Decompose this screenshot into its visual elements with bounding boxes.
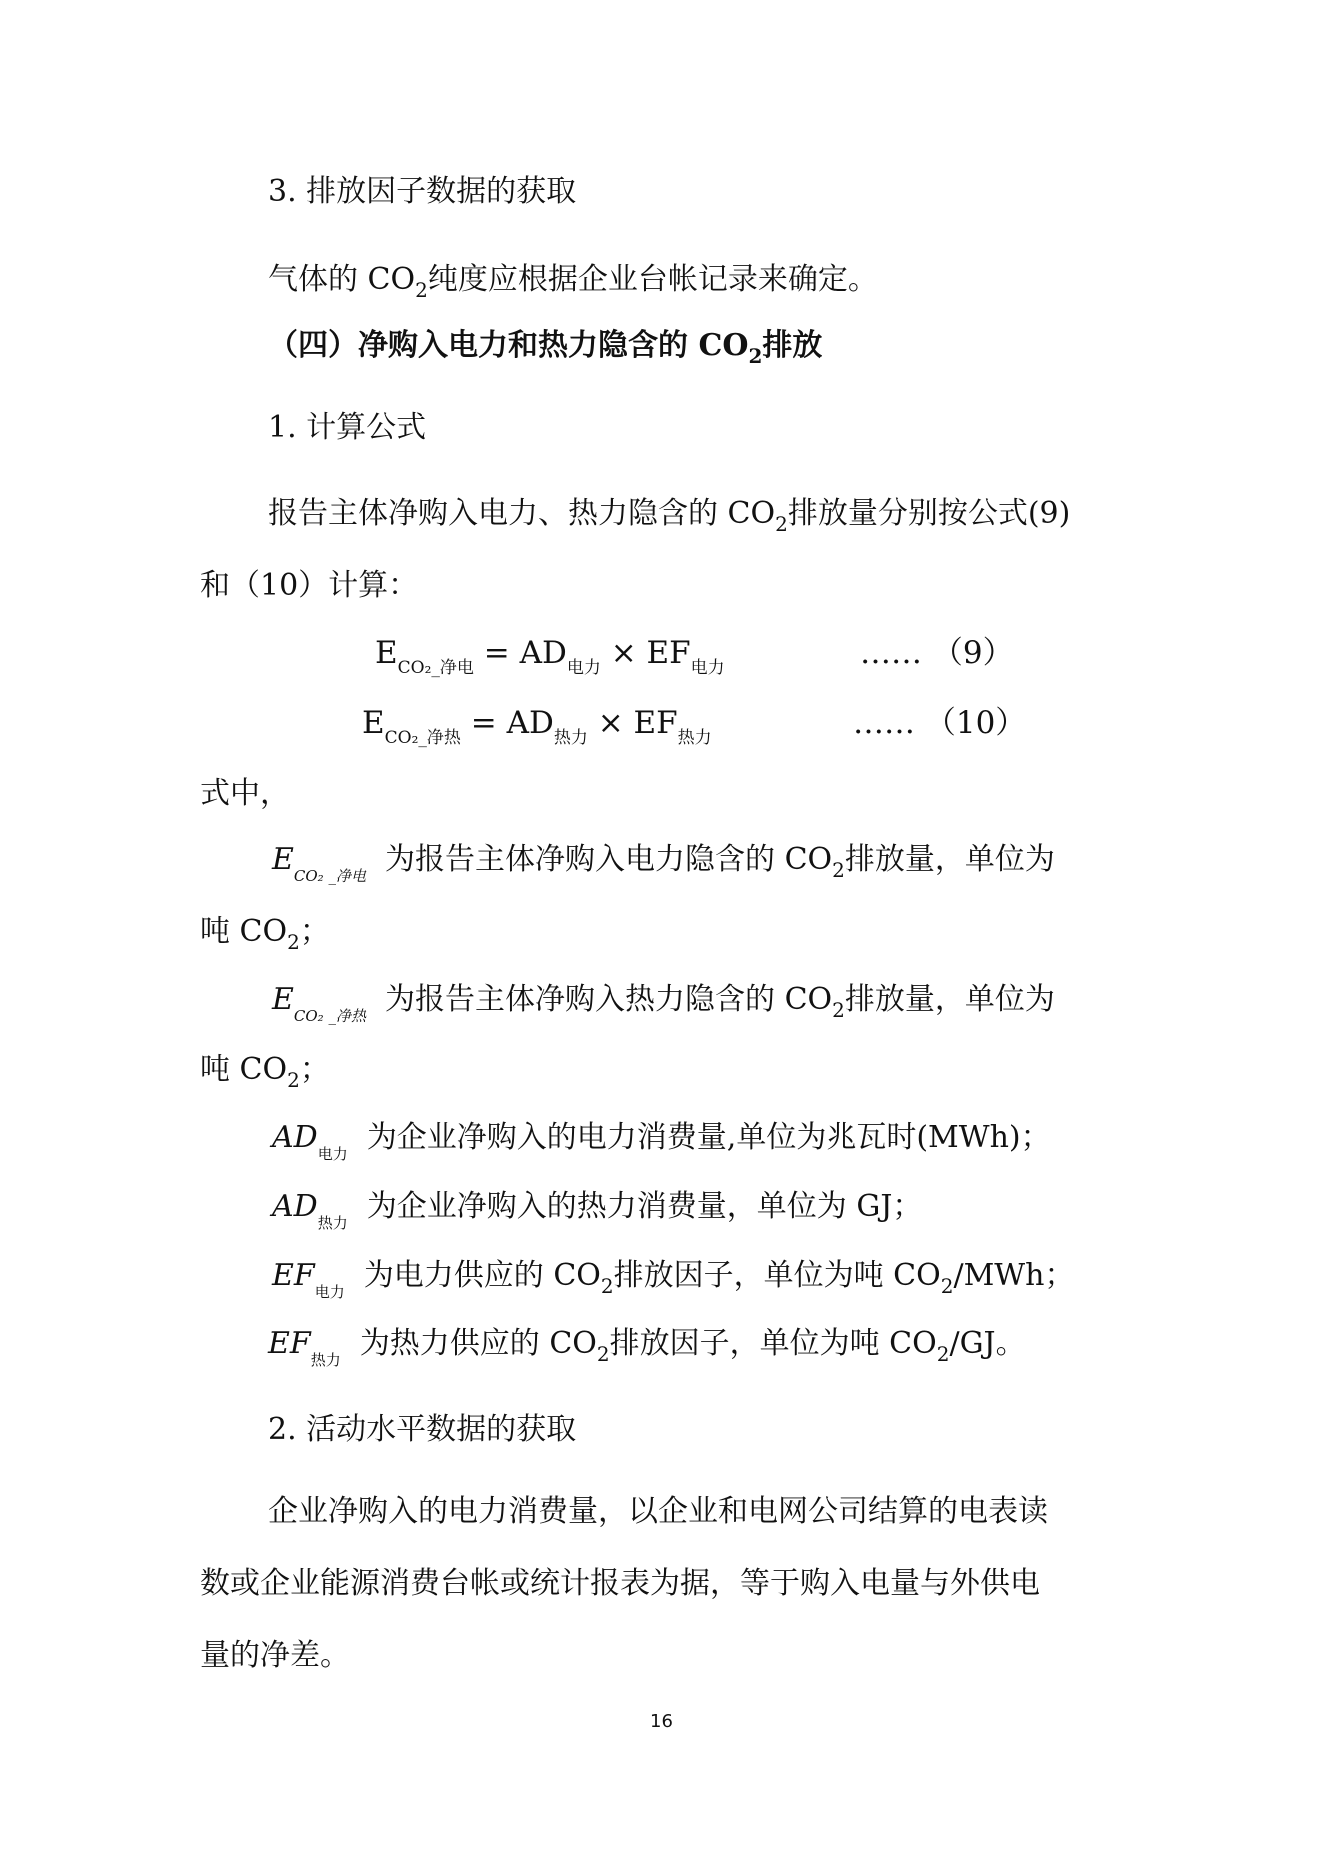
definition-e-net-electricity-cont: 吨 $CO_2$； xyxy=(200,914,330,954)
equation-10: $E_{CO_2\_净热} = AD_{热力} \times EF_{热力}$ xyxy=(362,705,712,748)
definition-e-net-heat-cont: 吨 $CO_2$； xyxy=(200,1052,330,1092)
definition-e-net-electricity: $E_{CO_2 \_净电}$ 为报告主体净购入电力隐含的 $CO_2$排放量，单位为 xyxy=(272,842,1055,885)
intro-line1: 报告主体净购入电力、热力隐含的 $CO_2$排放量分别按公式(9) xyxy=(268,496,1071,536)
section4-heading: （四）净购入电力和热力隐含的 $CO_2$排放 xyxy=(268,328,823,368)
where-label: 式中， xyxy=(200,776,290,811)
sub1-heading: 1. 计算公式 xyxy=(268,410,427,445)
definition-ef-heat: $EF_{热力}$ 为热力供应的 $CO_2$排放因子，单位为吨 $CO_2/GJ$。 xyxy=(268,1326,1026,1369)
para-purity: 气体的 $CO_2$纯度应根据企业台帐记录来确定。 xyxy=(268,262,878,302)
page-number: 16 xyxy=(650,1711,673,1732)
section3-heading: 3. 排放因子数据的获取 xyxy=(268,174,577,209)
equation-10-number: …… （10） xyxy=(853,705,1027,741)
final-para-line-1: 企业净购入的电力消费量，以企业和电网公司结算的电表读 xyxy=(268,1494,1048,1529)
intro-line2: 和（10）计算： xyxy=(200,568,419,603)
final-para-line-2: 数或企业能源消费台帐或统计报表为据，等于购入电量与外供电 xyxy=(200,1566,1040,1601)
equation-9: $E_{CO_2\_净电} = AD_{电力} \times EF_{电力}$ xyxy=(375,635,725,678)
final-para-line-3: 量的净差。 xyxy=(200,1638,350,1673)
definition-ad-heat: $AD_{热力}$ 为企业净购入的热力消费量，单位为 GJ； xyxy=(272,1189,923,1232)
definition-ef-electricity: $EF_{电力}$ 为电力供应的 $CO_2$排放因子，单位为吨 $CO_2$/MWh； xyxy=(272,1258,1075,1301)
definition-ad-electricity: $AD_{电力}$ 为企业净购入的电力消费量,单位为兆瓦时(MWh)； xyxy=(272,1120,1051,1163)
sub2-heading: 2. 活动水平数据的获取 xyxy=(268,1412,577,1447)
definition-e-net-heat: $E_{CO_2 \_净热}$ 为报告主体净购入热力隐含的 $CO_2$排放量，单位为 xyxy=(272,982,1055,1025)
equation-9-number: …… （9） xyxy=(860,635,1014,671)
